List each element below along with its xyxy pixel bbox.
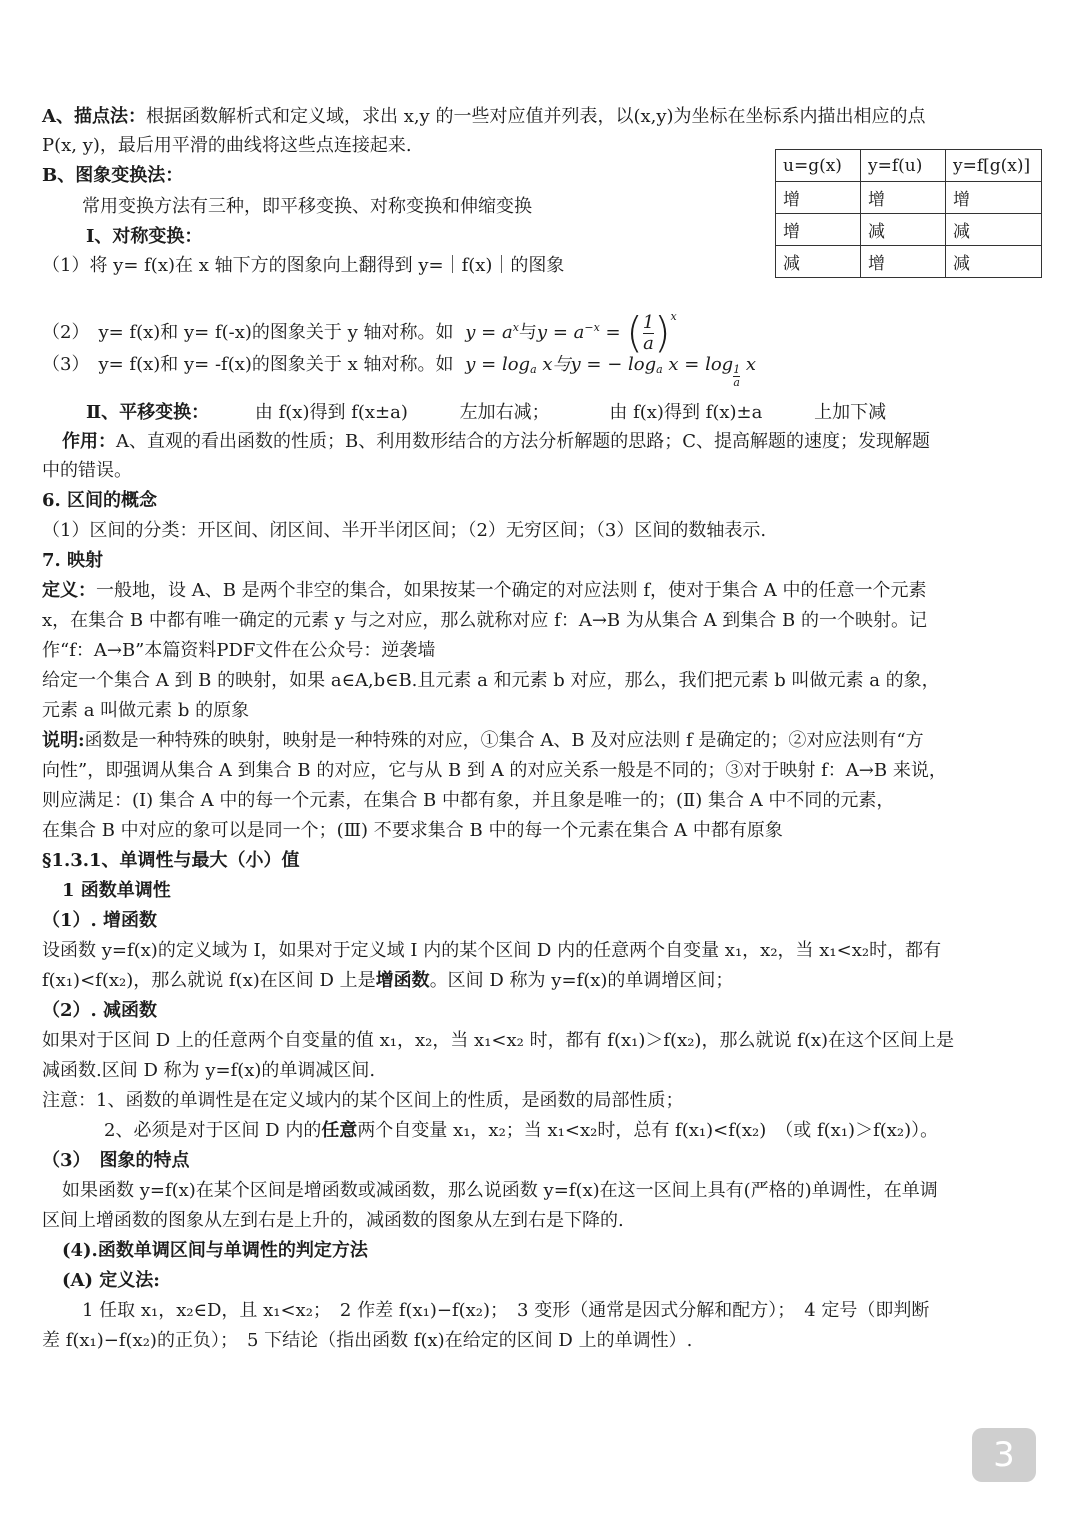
mapping-def-line-3: 作“f：A→B”本篇资料PDF文件在公众号：逆袭墙 — [42, 640, 436, 661]
symmetry-item-2: （2） y= f(x)和 y= f(-x)的图象关于 y 轴对称。如 $y = a^x$与$y = a^{-x}$ = ( $\frac{1}{a}$ )$^x$ — [42, 308, 677, 357]
method-a-label: A、描点法： — [42, 106, 146, 127]
table-cell: 增 — [776, 214, 861, 246]
method-a-line-2: P(x, y)，最后用平滑的曲线将这些点连接起来. — [42, 135, 412, 156]
table-row — [776, 246, 1042, 278]
usage-line-2: 中的错误。 — [42, 460, 132, 481]
table-cell: 减 — [776, 246, 861, 278]
method-a-line-1: A、描点法：根据函数解析式和定义域，求出 x,y 的一些对应值并列表，以(x,y)为坐标在坐标系内描出相应的点 — [42, 106, 926, 127]
definition-method-line-2: 差 f(x₁)−f(x₂)的正负）； 5 下结论（指出函数 f(x)在给定的区间 D 上的单调性）. — [42, 1330, 693, 1351]
translation-line: Ⅱ、平移变换： 由 f(x)得到 f(x±a) 左加右减； 由 f(x)得到 f(x)±a 上加下减 — [86, 402, 887, 423]
section-6-line: （1）区间的分类：开区间、闭区间、半开半闭区间；（2）无穷区间；（3）区间的数轴表示. — [42, 520, 767, 541]
table-row — [776, 214, 1042, 246]
definition-label: 定义： — [42, 580, 96, 601]
graph-feature-line-1: 如果函数 y=f(x)在某个区间是增函数或减函数，那么说函数 y=f(x)在这一区间上具有(严格的)单调性，在单调 — [62, 1180, 938, 1201]
symmetry-item-3: （3） y= f(x)和 y= -f(x)的图象关于 x 轴对称。如 $y = \log_a x$与y = − $\log_a x = \log$ $\frac{1}{a}$ x — [42, 354, 757, 389]
definition-method-title: (A) 定义法: — [62, 1270, 160, 1291]
table-header-cell: y=f(u) — [861, 150, 946, 182]
formula-fraction: $\frac{1}{a}$ — [642, 311, 655, 354]
formula-exp: $y = a^x$与$y = a^{-x}$ = — [465, 321, 627, 343]
table-row — [776, 182, 1042, 214]
formula-log: $y = \log_a x$与y = − $\log_a x = \log$ $\frac{1}{a}$ x — [465, 354, 757, 389]
increasing-title: （1）. 增函数 — [42, 910, 158, 931]
section-131-title: §1.3.1、单调性与最大（小）值 — [42, 850, 300, 871]
mapping-note-line-4: 在集合 B 中对应的象可以是同一个；(Ⅲ) 不要求集合 B 中的每一个元素在集合 A 中都有原象 — [42, 820, 783, 841]
mapping-def-line-2: x，在集合 B 中都有唯一确定的元素 y 与之对应，那么就称对应 f：A→B 为从集合 A 到集合 B 的一个映射。记 — [42, 610, 927, 631]
decreasing-title: （2）. 减函数 — [42, 1000, 158, 1021]
attention-line-2: 2、必须是对于区间 D 内的任意两个自变量 x₁，x₂；当 x₁<x₂时，总有 f(x₁)<f(x₂) （或 f(x₁)＞f(x₂)）。 — [104, 1120, 939, 1141]
table-cell: 减 — [946, 246, 1042, 278]
table-header-row — [776, 150, 1042, 182]
method-b-title: B、图象变换法： — [42, 165, 184, 186]
increasing-line-2: f(x₁)<f(x₂)，那么就说 f(x)在区间 D 上是增函数。区间 D 称为 y=f(x)的单调增区间； — [42, 970, 734, 991]
table-cell: 减 — [861, 214, 946, 246]
judge-method-title: (4).函数单调区间与单调性的判定方法 — [62, 1240, 368, 1261]
mapping-def-line-1: 定义：一般地，设 A、B 是两个非空的集合，如果按某一个确定的对应法则 f，使对于集合 A 中的任意一个元素 — [42, 580, 927, 601]
method-b-intro: 常用变换方法有三种，即平移变换、对称变换和伸缩变换 — [82, 196, 532, 217]
mapping-note-line-3: 则应满足：(Ⅰ) 集合 A 中的每一个元素，在集合 B 中都有象，并且象是唯一的；(Ⅱ) 集合 A 中不同的元素， — [42, 790, 895, 811]
usage-label: 作用： — [62, 431, 116, 452]
increasing-line-1: 设函数 y=f(x)的定义域为 I，如果对于定义域 I 内的某个区间 D 内的任意两个自变量 x₁，x₂，当 x₁<x₂时，都有 — [42, 940, 942, 961]
decreasing-line-2: 减函数.区间 D 称为 y=f(x)的单调减区间. — [42, 1060, 376, 1081]
translation-title: Ⅱ、平移变换： — [86, 402, 210, 423]
table-cell: 增 — [946, 182, 1042, 214]
note-label: 说明: — [42, 730, 85, 751]
graph-feature-line-2: 区间上增函数的图象从左到右是上升的，减函数的图象从左到右是下降的. — [42, 1210, 624, 1231]
section-6-title: 6. 区间的概念 — [42, 490, 158, 511]
usage-line-1: 作用：A、直观的看出函数的性质；B、利用数形结合的方法分析解题的思路；C、提高解题的速度；发现解题 — [62, 431, 930, 452]
table-cell: 增 — [861, 182, 946, 214]
symmetry-item-1: （1）将 y= f(x)在 x 轴下方的图象向上翻得到 y=｜f(x)｜的图象 — [42, 255, 565, 276]
table-cell: 减 — [946, 214, 1042, 246]
page-number-badge: 3 — [972, 1428, 1036, 1482]
table-cell: 增 — [776, 182, 861, 214]
graph-feature-title: （3） 图象的特点 — [42, 1150, 190, 1171]
table-header-cell: u=g(x) — [776, 150, 861, 182]
mapping-image-line-1: 给定一个集合 A 到 B 的映射，如果 a∈A,b∈B.且元素 a 和元素 b 对应，那么，我们把元素 b 叫做元素 a 的象， — [42, 670, 940, 691]
mapping-image-line-2: 元素 a 叫做元素 b 的原象 — [42, 700, 250, 721]
attention-line-1: 注意：1、函数的单调性是在定义域内的某个区间上的性质，是函数的局部性质； — [42, 1090, 684, 1111]
mapping-note-line-2: 向性”，即强调从集合 A 到集合 B 的对应，它与从 B 到 A 的对应关系一般是不同的；③对于映射 f：A→B 来说， — [42, 760, 947, 781]
monotonic-composition-table — [775, 149, 1042, 278]
definition-method-line-1: 1 任取 x₁，x₂∈D，且 x₁<x₂； 2 作差 f(x₁)−f(x₂)； 3 变形（通常是因式分解和配方）； 4 定号（即判断 — [82, 1300, 930, 1321]
table-cell: 增 — [861, 246, 946, 278]
table-header-cell: y=f[g(x)] — [946, 150, 1042, 182]
decreasing-line-1: 如果对于区间 D 上的任意两个自变量的值 x₁，x₂，当 x₁<x₂ 时，都有 f(x₁)＞f(x₂)，那么就说 f(x)在这个区间上是 — [42, 1030, 955, 1051]
mapping-note-line-1: 说明:函数是一种特殊的映射，映射是一种特殊的对应，①集合 A、B 及对应法则 f 是确定的；②对应法则有“方 — [42, 730, 924, 751]
symmetry-title: Ⅰ、对称变换： — [86, 226, 203, 247]
section-7-title: 7. 映射 — [42, 550, 104, 571]
monotonicity-subtitle: 1 函数单调性 — [62, 880, 171, 901]
